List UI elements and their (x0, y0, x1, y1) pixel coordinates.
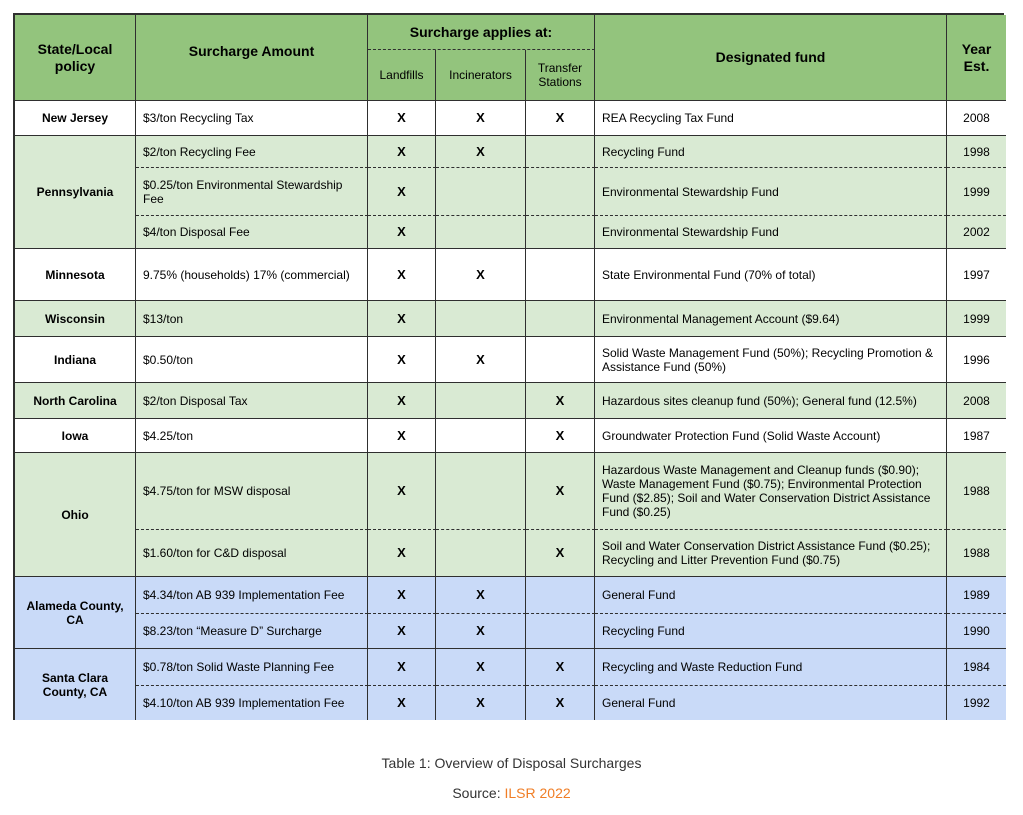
amount-cell: $8.23/ton “Measure D” Surcharge (136, 614, 368, 649)
source-label: Source: (452, 785, 501, 801)
fund-cell: Solid Waste Management Fund (50%); Recycling Promotion & Assistance Fund (50%) (595, 337, 947, 383)
year-cell: 1998 (947, 136, 1006, 168)
transfer-mark: X (526, 101, 595, 136)
year-cell: 1988 (947, 530, 1006, 577)
year-cell: 1996 (947, 337, 1006, 383)
fund-cell: General Fund (595, 686, 947, 720)
empty-cell (436, 419, 526, 453)
header-applies: Surcharge applies at: (368, 15, 595, 50)
header-transfer-stations: Transfer Stations (526, 50, 595, 101)
landfill-mark: X (368, 216, 436, 249)
fund-cell: Environmental Management Account ($9.64) (595, 301, 947, 337)
landfill-mark: X (368, 383, 436, 419)
empty-cell (526, 301, 595, 337)
table-caption: Table 1: Overview of Disposal Surcharges (381, 755, 642, 771)
landfill-mark: X (368, 453, 436, 530)
landfill-mark: X (368, 577, 436, 614)
year-cell: 1987 (947, 419, 1006, 453)
transfer-mark: X (526, 686, 595, 720)
incinerator-mark: X (436, 649, 526, 686)
fund-cell: Environmental Stewardship Fund (595, 168, 947, 216)
fund-cell: State Environmental Fund (70% of total) (595, 249, 947, 301)
fund-cell: REA Recycling Tax Fund (595, 101, 947, 136)
state-alameda-county: Alameda County, CA (15, 577, 136, 649)
amount-cell: $0.50/ton (136, 337, 368, 383)
fund-cell: Hazardous Waste Management and Cleanup funds ($0.90); Waste Management Fund ($0.75); Environmental Protection Fund ($2.85); Soil and Water Conservation District Assistance Fund ($0.25) (595, 453, 947, 530)
empty-cell (436, 453, 526, 530)
year-cell: 1997 (947, 249, 1006, 301)
empty-cell (436, 168, 526, 216)
year-cell: 1989 (947, 577, 1006, 614)
amount-cell: $3/ton Recycling Tax (136, 101, 368, 136)
transfer-mark: X (526, 383, 595, 419)
fund-cell: Recycling Fund (595, 614, 947, 649)
amount-cell: $4/ton Disposal Fee (136, 216, 368, 249)
header-incinerators: Incinerators (436, 50, 526, 101)
amount-cell: $4.75/ton for MSW disposal (136, 453, 368, 530)
year-cell: 1984 (947, 649, 1006, 686)
state-minnesota: Minnesota (15, 249, 136, 301)
empty-cell (526, 249, 595, 301)
landfill-mark: X (368, 301, 436, 337)
incinerator-mark: X (436, 101, 526, 136)
incinerator-mark: X (436, 337, 526, 383)
transfer-mark: X (526, 419, 595, 453)
landfill-mark: X (368, 530, 436, 577)
amount-cell: $0.78/ton Solid Waste Planning Fee (136, 649, 368, 686)
fund-cell: Hazardous sites cleanup fund (50%); General fund (12.5%) (595, 383, 947, 419)
amount-cell: $0.25/ton Environmental Stewardship Fee (136, 168, 368, 216)
state-indiana: Indiana (15, 337, 136, 383)
year-cell: 1990 (947, 614, 1006, 649)
year-cell: 1992 (947, 686, 1006, 720)
state-north-carolina: North Carolina (15, 383, 136, 419)
landfill-mark: X (368, 649, 436, 686)
landfill-mark: X (368, 249, 436, 301)
fund-cell: Recycling Fund (595, 136, 947, 168)
year-cell: 1999 (947, 168, 1006, 216)
empty-cell (526, 168, 595, 216)
state-pennsylvania: Pennsylvania (15, 136, 136, 249)
fund-cell: Recycling and Waste Reduction Fund (595, 649, 947, 686)
incinerator-mark: X (436, 249, 526, 301)
header-landfills: Landfills (368, 50, 436, 101)
amount-cell: $2/ton Disposal Tax (136, 383, 368, 419)
landfill-mark: X (368, 337, 436, 383)
amount-cell: $4.10/ton AB 939 Implementation Fee (136, 686, 368, 720)
fund-cell: Groundwater Protection Fund (Solid Waste Account) (595, 419, 947, 453)
landfill-mark: X (368, 419, 436, 453)
state-ohio: Ohio (15, 453, 136, 577)
landfill-mark: X (368, 101, 436, 136)
year-cell: 2002 (947, 216, 1006, 249)
empty-cell (436, 216, 526, 249)
transfer-mark: X (526, 649, 595, 686)
header-year: Year Est. (947, 15, 1006, 101)
state-santa-clara-county: Santa Clara County, CA (15, 649, 136, 720)
header-amount: Surcharge Amount (136, 15, 368, 101)
empty-cell (436, 530, 526, 577)
header-fund: Designated fund (595, 15, 947, 101)
empty-cell (526, 337, 595, 383)
amount-cell: $2/ton Recycling Fee (136, 136, 368, 168)
amount-cell: 9.75% (households) 17% (commercial) (136, 249, 368, 301)
source-line (0, 785, 1023, 801)
landfill-mark: X (368, 136, 436, 168)
incinerator-mark: X (436, 614, 526, 649)
empty-cell (526, 216, 595, 249)
state-wisconsin: Wisconsin (15, 301, 136, 337)
landfill-mark: X (368, 614, 436, 649)
empty-cell (436, 383, 526, 419)
empty-cell (526, 136, 595, 168)
fund-cell: Soil and Water Conservation District Assistance Fund ($0.25); Recycling and Litter Prevention Fund ($0.75) (595, 530, 947, 577)
landfill-mark: X (368, 686, 436, 720)
fund-cell: General Fund (595, 577, 947, 614)
empty-cell (526, 577, 595, 614)
year-cell: 2008 (947, 383, 1006, 419)
amount-cell: $13/ton (136, 301, 368, 337)
year-cell: 1999 (947, 301, 1006, 337)
state-new-jersey: New Jersey (15, 101, 136, 136)
amount-cell: $4.25/ton (136, 419, 368, 453)
year-cell: 2008 (947, 101, 1006, 136)
landfill-mark: X (368, 168, 436, 216)
fund-cell: Environmental Stewardship Fund (595, 216, 947, 249)
transfer-mark: X (526, 453, 595, 530)
empty-cell (526, 614, 595, 649)
header-state: State/Local policy (15, 15, 136, 101)
empty-cell (436, 301, 526, 337)
incinerator-mark: X (436, 686, 526, 720)
amount-cell: $1.60/ton for C&D disposal (136, 530, 368, 577)
surcharges-table (13, 13, 1004, 720)
incinerator-mark: X (436, 577, 526, 614)
year-cell: 1988 (947, 453, 1006, 530)
amount-cell: $4.34/ton AB 939 Implementation Fee (136, 577, 368, 614)
transfer-mark: X (526, 530, 595, 577)
state-iowa: Iowa (15, 419, 136, 453)
source-link[interactable]: ILSR 2022 (504, 785, 571, 801)
incinerator-mark: X (436, 136, 526, 168)
